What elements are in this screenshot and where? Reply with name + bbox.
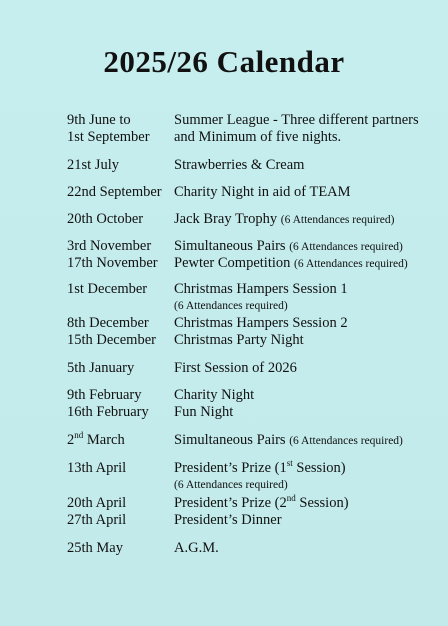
event-description: President’s Prize (2nd Session) President’s Dinner <box>174 493 349 528</box>
event-description: Summer League - Three different partners and Minimum of five nights. <box>174 112 419 145</box>
event-description: First Session of 2026 <box>174 360 297 376</box>
attendance-note: (6 Attendances required) <box>174 479 288 491</box>
event-date: 21st July <box>67 157 119 173</box>
event-date: 9th June to 1st September <box>67 112 150 145</box>
event-description: Christmas Hampers Session 1 (6 Attendances required) Christmas Hampers Session 2 Christmas Party Night <box>174 281 444 349</box>
event-date: 13th April <box>67 460 127 476</box>
event-description: A.G.M. <box>174 540 219 556</box>
event-date: 20th April 27th April <box>67 495 127 528</box>
attendance-note: (6 Attendances required) <box>280 214 395 226</box>
event-description: Jack Bray Trophy (6 Attendances required) <box>174 211 395 227</box>
attendance-note: (6 Attendances required) <box>174 300 288 312</box>
event-date: 20th October <box>67 211 144 227</box>
event-date: 9th February 16th February <box>67 387 149 420</box>
event-date: 3rd November 17th November <box>67 238 158 271</box>
event-description: Simultaneous Pairs (6 Attendances required) Pewter Competition (6 Attendances required) <box>174 238 408 271</box>
page-title: 2025/26 Calendar <box>103 44 345 79</box>
attendance-note: (6 Attendances required) <box>294 258 408 270</box>
event-description: President’s Prize (1st Session) (6 Attendances required) <box>174 460 444 494</box>
attendance-note: (6 Attendances required) <box>289 435 403 447</box>
event-description: Charity Night Fun Night <box>174 387 255 420</box>
attendance-note: (6 Attendances required) <box>289 241 403 253</box>
event-description: Charity Night in aid of TEAM <box>174 184 351 200</box>
event-description: Simultaneous Pairs (6 Attendances required) <box>174 432 403 448</box>
event-date: 22nd September <box>67 184 162 200</box>
event-date: 25th May <box>67 540 123 556</box>
event-date: 2nd March <box>67 430 125 448</box>
event-date: 5th January <box>67 360 135 376</box>
event-date: 1st December 8th December 15th December <box>67 281 156 348</box>
event-description: Strawberries & Cream <box>174 157 305 173</box>
